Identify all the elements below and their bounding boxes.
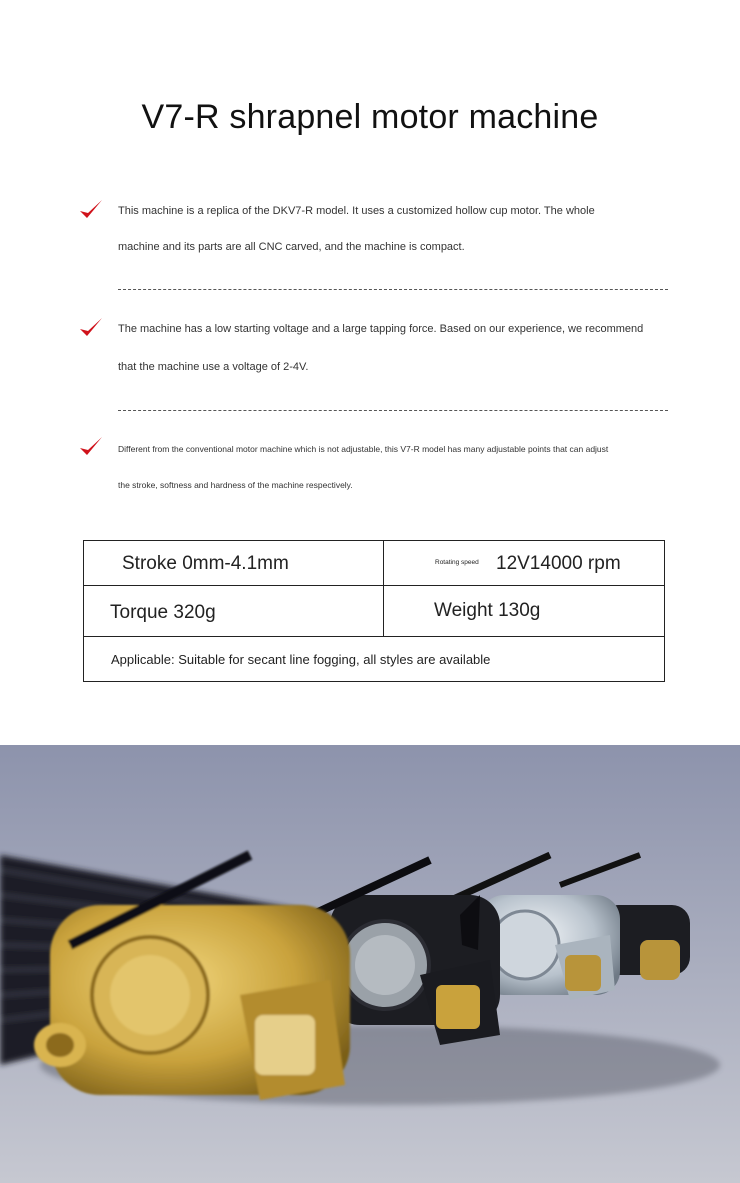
feature-text-line: The machine has a low starting voltage and a large tapping force. Based on our experience, we recommend <box>118 323 644 335</box>
page-title: V7-R shrapnel motor machine <box>141 98 599 136</box>
feature-text-line: machine and its parts are all CNC carved, and the machine is compact. <box>118 241 465 253</box>
feature-text-line: This machine is a replica of the DKV7-R model. It uses a customized hollow cup motor. The whole <box>118 205 595 217</box>
spec-applicable: Applicable: Suitable for secant line fogging, all styles are available <box>111 652 491 667</box>
dashed-divider <box>118 410 668 411</box>
product-illustration <box>0 745 740 1183</box>
check-icon <box>78 198 104 222</box>
dashed-divider <box>118 289 668 290</box>
feature-text-line: Different from the conventional motor machine which is not adjustable, this V7-R model has many adjustable points that can adjust <box>118 444 609 454</box>
table-row-divider <box>84 585 664 586</box>
feature-text-line: that the machine use a voltage of 2-4V. <box>118 361 309 373</box>
product-photo <box>0 745 740 1183</box>
spec-table <box>83 540 665 682</box>
table-column-divider <box>383 541 384 636</box>
feature-text-line: the stroke, softness and hardness of the machine respectively. <box>118 480 353 490</box>
spec-torque: Torque 320g <box>110 602 216 623</box>
spec-rotating-value: 12V14000 rpm <box>496 553 621 574</box>
spec-stroke: Stroke 0mm-4.1mm <box>122 553 289 574</box>
spec-rotating-label: Rotating speed <box>435 559 479 566</box>
spec-weight: Weight 130g <box>434 600 541 621</box>
table-row-divider <box>84 636 664 637</box>
check-icon <box>78 435 104 459</box>
check-icon <box>78 316 104 340</box>
